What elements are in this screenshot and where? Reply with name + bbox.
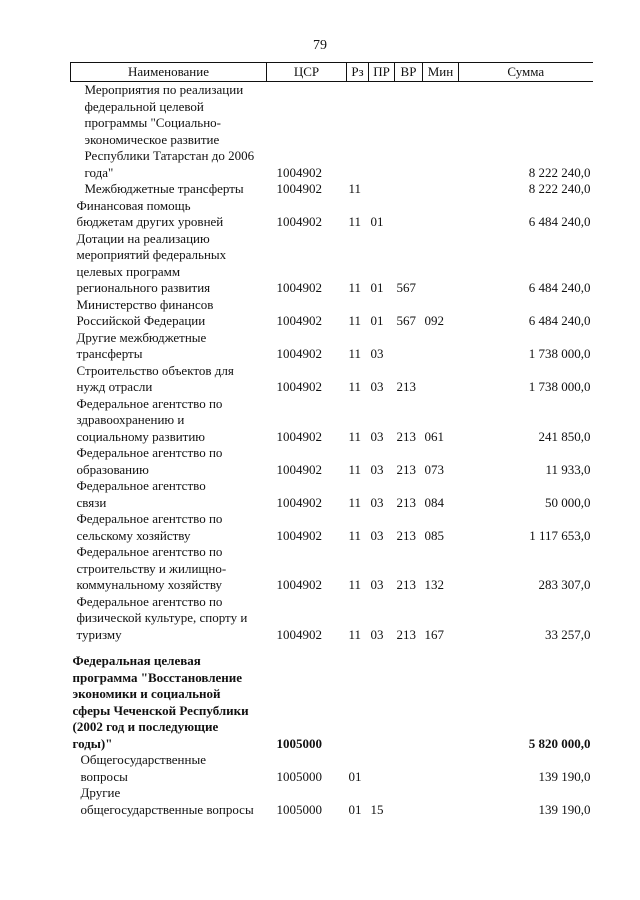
row-name: Федеральное агентство по сельскому хозяйству (76, 511, 223, 543)
row-rz: 01 (348, 801, 362, 817)
page-number: 79 (313, 38, 327, 53)
row-name: Мероприятия по реализации федеральной целевой программы "Социально- экономическое развитие Республики Татарстан до 2006 года" (84, 82, 255, 180)
row-csr: 1004902 (276, 214, 322, 229)
row-csr: 1004902 (276, 494, 322, 510)
row-name: Финансовая помощь бюджетам других уровней (76, 197, 224, 229)
row-vr (395, 752, 423, 785)
row-min (423, 82, 459, 182)
row-sum: 1 738 000,0 (528, 346, 591, 361)
row-pr: 03 (370, 577, 384, 592)
row-min (423, 653, 459, 752)
row-sum: 6 484 240,0 (528, 214, 591, 229)
row-pr: 03 (370, 346, 384, 361)
row-csr: 1005000 (276, 768, 322, 784)
table-row (71, 396, 593, 446)
row-pr: 15 (370, 801, 384, 817)
row-rz: 01 (348, 768, 362, 784)
row-rz (347, 653, 369, 752)
row-csr: 1004902 (276, 346, 322, 361)
row-rz: 11 (348, 280, 362, 295)
table-row (71, 544, 593, 594)
row-pr: 01 (370, 214, 384, 229)
row-name: Федеральное агентство связи (76, 478, 206, 510)
budget-table (70, 62, 593, 818)
row-rz: 11 (348, 181, 362, 196)
table-row (71, 594, 593, 644)
row-rz: 11 (348, 527, 362, 543)
row-rz: 11 (348, 214, 362, 229)
row-csr: 1004902 (276, 577, 322, 592)
row-min (423, 231, 459, 297)
row-min (423, 363, 459, 396)
row-sum: 283 307,0 (538, 577, 591, 592)
table-row (71, 785, 593, 818)
row-pr: 03 (370, 379, 384, 394)
row-min (423, 752, 459, 785)
row-spacer (71, 643, 593, 653)
row-sum: 50 000,0 (545, 494, 591, 510)
row-pr: 03 (370, 494, 384, 510)
header-min: Мин (423, 63, 459, 82)
row-rz: 11 (348, 577, 362, 592)
row-csr: 1005000 (276, 801, 322, 817)
table-row (71, 198, 593, 231)
row-pr (369, 181, 395, 198)
table-row (71, 297, 593, 330)
row-vr: 213 (396, 577, 416, 592)
header-pr: ПР (369, 63, 395, 82)
row-min (423, 785, 459, 818)
row-min: 092 (424, 313, 444, 328)
table-row (71, 330, 593, 363)
row-csr: 1005000 (276, 735, 322, 751)
row-vr: 213 (396, 428, 416, 444)
row-pr: 03 (370, 626, 384, 642)
table-body (71, 82, 593, 819)
row-pr: 01 (370, 313, 384, 328)
row-csr: 1004902 (276, 181, 322, 196)
row-sum: 5 820 000,0 (528, 735, 591, 751)
row-rz: 11 (348, 494, 362, 510)
row-name: Общегосударственные вопросы (80, 752, 206, 784)
row-vr (395, 785, 423, 818)
header-sum: Сумма (459, 63, 593, 82)
table-row (71, 511, 593, 544)
row-pr (369, 82, 395, 182)
row-min (423, 330, 459, 363)
table-header (71, 63, 593, 82)
table-row (71, 231, 593, 297)
row-vr (395, 181, 423, 198)
row-vr (395, 653, 423, 752)
row-rz: 11 (348, 461, 362, 477)
row-name: Федеральное агентство по строительству и жилищно- коммунальному хозяйству (76, 544, 227, 592)
row-csr: 1004902 (276, 164, 322, 180)
row-sum: 241 850,0 (538, 428, 591, 444)
row-pr: 03 (370, 461, 384, 477)
row-sum: 139 190,0 (538, 768, 591, 784)
row-name: Министерство финансов Российской Федерации (76, 296, 214, 328)
row-vr: 213 (396, 626, 416, 642)
row-csr: 1004902 (276, 280, 322, 295)
table-row (71, 653, 593, 752)
row-csr: 1004902 (276, 461, 322, 477)
table-row (71, 82, 593, 182)
row-name: Федеральное агентство по здравоохранению и социальному развитию (76, 395, 223, 444)
row-rz: 11 (348, 313, 362, 328)
row-pr (369, 653, 395, 752)
header-vr: ВР (395, 63, 423, 82)
row-name: Другие межбюджетные трансферты (76, 329, 207, 361)
row-sum: 8 222 240,0 (528, 164, 591, 180)
row-sum: 139 190,0 (538, 801, 591, 817)
row-sum: 1 117 653,0 (529, 527, 591, 543)
row-vr: 213 (396, 461, 416, 477)
table-row (71, 445, 593, 478)
row-pr: 03 (370, 527, 384, 543)
row-sum: 33 257,0 (545, 626, 591, 642)
row-pr: 03 (370, 428, 384, 444)
table-row (71, 752, 593, 785)
row-sum: 1 738 000,0 (528, 379, 591, 394)
row-name: Федеральное агентство по образованию (76, 445, 223, 477)
row-min: 167 (424, 626, 444, 642)
header-rz: Рз (347, 63, 369, 82)
table-row (71, 363, 593, 396)
row-min: 132 (424, 577, 444, 592)
row-sum: 8 222 240,0 (528, 181, 591, 196)
row-min: 085 (424, 527, 444, 543)
row-name: Другие общегосударственные вопросы (80, 785, 254, 817)
row-vr (395, 198, 423, 231)
row-csr: 1004902 (276, 527, 322, 543)
row-sum: 6 484 240,0 (528, 313, 591, 328)
row-vr (395, 330, 423, 363)
row-vr: 567 (396, 280, 416, 295)
row-csr: 1004902 (276, 626, 322, 642)
row-min (423, 198, 459, 231)
row-rz: 11 (348, 346, 362, 361)
row-min: 084 (424, 494, 444, 510)
row-pr: 01 (370, 280, 384, 295)
row-name: Федеральное агентство по физической культуре, спорту и туризму (76, 593, 248, 642)
row-vr: 567 (396, 313, 416, 328)
row-min: 073 (424, 461, 444, 477)
row-vr: 213 (396, 379, 416, 394)
row-rz: 11 (348, 379, 362, 394)
row-csr: 1004902 (276, 428, 322, 444)
row-rz: 11 (348, 428, 362, 444)
row-pr (369, 752, 395, 785)
row-vr: 213 (396, 494, 416, 510)
row-vr (395, 82, 423, 182)
row-rz (347, 82, 369, 182)
table-row (71, 478, 593, 511)
row-csr: 1004902 (276, 313, 322, 328)
table-row (71, 181, 593, 198)
row-name: Дотации на реализацию мероприятий федеральных целевых программ регионального развития (76, 230, 227, 295)
row-sum: 11 933,0 (545, 461, 591, 477)
row-min: 061 (424, 428, 444, 444)
row-name: Федеральная целевая программа "Восстановление экономики и социальной сферы Чеченской Республики (2002 год и последующие годы)" (72, 653, 249, 751)
header-name: Наименование (71, 63, 267, 82)
row-rz: 11 (348, 626, 362, 642)
row-min (423, 181, 459, 198)
row-name: Строительство объектов для нужд отрасли (76, 362, 234, 394)
row-sum: 6 484 240,0 (528, 280, 591, 295)
row-csr: 1004902 (276, 379, 322, 394)
row-name: Межбюджетные трансферты (84, 181, 244, 196)
row-vr: 213 (396, 527, 416, 543)
header-csr: ЦСР (267, 63, 347, 82)
